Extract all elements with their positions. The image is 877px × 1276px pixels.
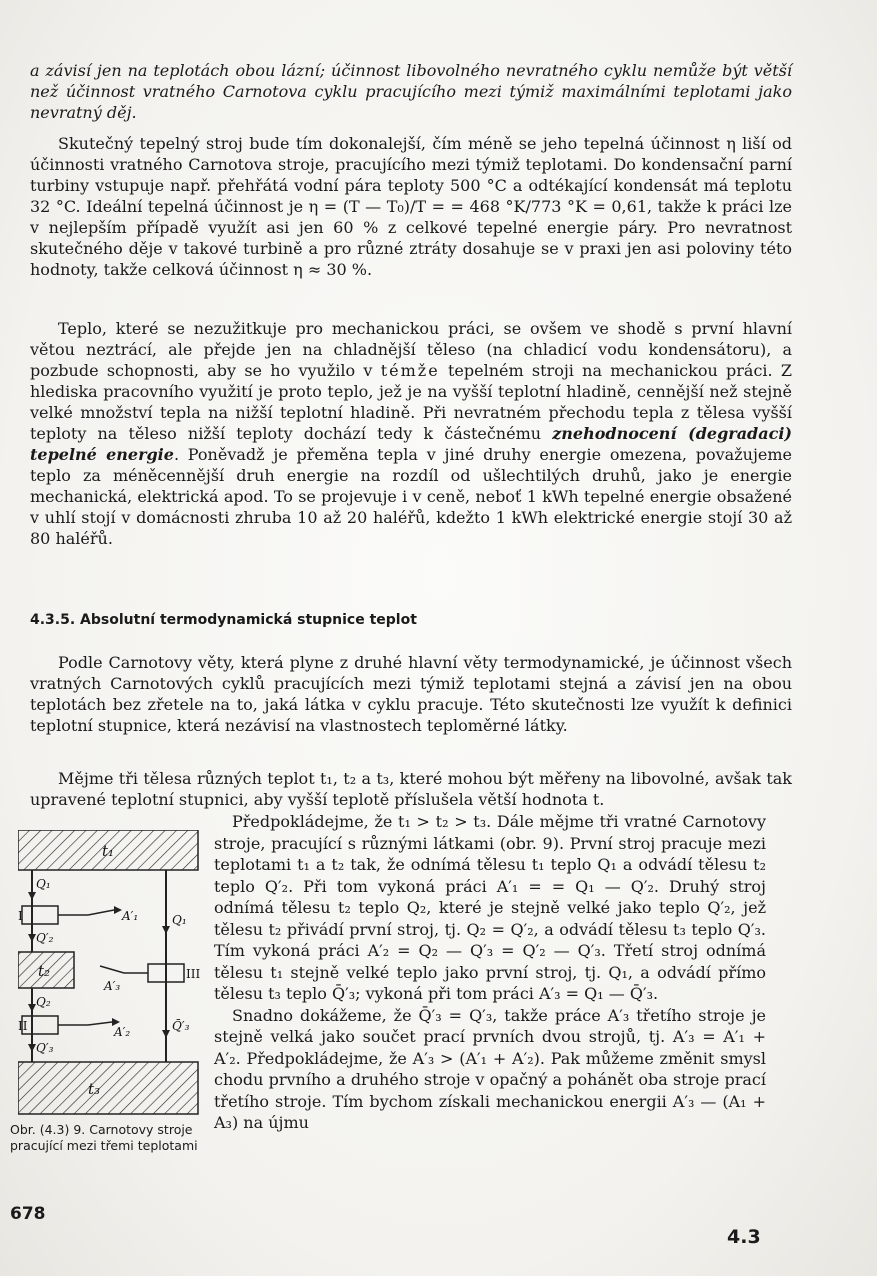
label-Q2prime: Q′₂: [36, 931, 54, 945]
label-Q3bar: Q̄′₃: [172, 1019, 190, 1033]
engine-I: [22, 906, 58, 924]
label-Q2: Q₂: [36, 995, 51, 1009]
label-Q1: Q₁: [36, 877, 51, 891]
label-engine-I: I: [18, 909, 23, 923]
label-Q3prime: Q′₃: [36, 1041, 54, 1055]
label-A3: A′₃: [104, 979, 121, 993]
page-number: 678: [10, 1204, 46, 1224]
label-engine-III: III: [186, 967, 200, 981]
paragraph-heat-degradation: Teplo, které se nezužitkuje pro mechanickou práci, se ovšem ve shodě s první hlavní větou neztrácí, ale přejde jen na chladnější těleso (na chladicí vodu kondensátoru), a pozbude schopnosti, aby se ho využilo v témže tepelném stroji na mechanickou práci. Z hlediska pracovního využití je proto teplo, jež je na vyšší teplotní hladině, cennější než stejně velké množství tepla na nižší teplotní hladině. Při nevratném přechodu tepla z tělesa vyšší teploty na těleso nižší teploty dochází tedy k částečnému znehodnocení (degradaci) tepelné energie. Poněvadž je přeměna tepla v jiné druhy energie omezena, považujeme teplo za méněcennější druh energie na rozdíl od ušlechtilých druhů, jako je energie mechanická, elektrická apod. To se projevuje i v ceně, neboť 1 kWh tepelné energie obsažené v uhlí stojí v domácnosti zhruba 10 až 20 haléřů, kdežto 1 kWh elektrické energie stojí 30 až 80 haléřů.: [30, 319, 793, 548]
label-Q1-right: Q₁: [172, 913, 187, 927]
reservoir-t3: [18, 1062, 198, 1114]
carnot-engines-diagram: [18, 830, 200, 1120]
figure-caption: Obr. (4.3) 9. Carnotovy stroje pracující mezi třemi teplotami: [10, 1122, 198, 1153]
label-t1: t₁: [102, 842, 115, 860]
right-column-text: Předpokládejme, že t₁ > t₂ > t₃. Dále mějme tři vratné Carnotovy stroje, pracující s různými látkami (obr. 9). První stroj pracuje mezi teplotami t₁ a t₂ tak, že odnímá tělesu t₁ teplo Q₁ a odvádí tělesu t₂ teplo Q′₂. Při tom vykoná práci A′₁ = = Q₁ — Q′₂. Druhý stroj odnímá tělesu t₂ teplo Q₂, které je stejně velké jako teplo Q′₂, jež tělesu t₂ přivádí první stroj, tj. Q₂ = Q′₂, a odvádí tělesu t₃ teplo Q′₃. Tím vykoná práci A′₂ = Q₂ — Q′₃ = Q′₂ — Q′₃. Třetí stroj odnímá tělesu t₁ stejně velké teplo jako první stroj, tj. Q₁, a odvádí přímo tělesu t₃ teplo Q̄′₃; vykoná při tom práci A′₃ = Q₁ — Q̄′₃. Snadno dokážeme, že Q̄′₃ = Q′₃, takže práce A′₃ třetího stroje je stejně velká jako součet prací prvních dvou strojů, tj. A′₃ = A′₁ + A′₂. Předpokládejme, že A′₃ > (A′₁ + A′₂). Pak můžeme změnit smysl chodu prvního a druhého stroje v opačný a pohánět oba stroje prací třetího stroje. Tím bychom získali mechanickou energii A′₃ — (A₁ + A₃) na újmu: [214, 812, 766, 1132]
paragraph-real-engine-efficiency: Skutečný tepelný stroj bude tím dokonalejší, čím méně se jeho tepelná účinnost η liší od účinnosti vratného Carnotova stroje, pracujícího mezi týmiž teplotami. Do kondensační parní turbiny vstupuje např. přehřátá vodní pára teploty 500 °C a odtékající kondensát má teplotu 32 °C. Ideální tepelná účinnost je η = (T — T₀)/T = = 468 °K/773 °K = 0,61, takže k práci lze v nejlepším případě využít asi jen 60 % z celkové tepelné energie páry. Pro nevratnost skutečného děje v takové turbině a pro různé ztráty dosahuje se v praxi jen asi poloviny této hodnoty, takže celková účinnost η ≈ 30 %.: [30, 134, 792, 279]
label-engine-II: II: [18, 1019, 28, 1033]
label-A2: A′₂: [114, 1025, 131, 1039]
paragraph-carnot-theorem-end: a závisí jen na teplotách obou lázní; účinnost libovolného nevratného cyklu nemůže být větší než účinnost vratného Carnotova cyklu pracujícího mezi týmiž maximálními teplotami jako nevratný děj.: [30, 61, 792, 122]
label-t2: t₂: [38, 962, 51, 980]
section-heading: 4.3.5. Absolutní termodynamická stupnice teplot: [30, 612, 417, 628]
label-t3: t₃: [88, 1080, 101, 1098]
chapter-marker: 4.3: [727, 1226, 761, 1248]
paragraph-carnot-theorem: Podle Carnotovy věty, která plyne z druhé hlavní věty termodynamické, je účinnost všech vratných Carnotových cyklů pracujících mezi týmiž teplotami stejná a závisí jen na obou teplotách bez zřetele na to, jaká látka v cyklu pracuje. Této skutečnosti lze využít k definici teplotní stupnice, která nezávisí na vlastnostech teploměrné látky.: [30, 653, 792, 735]
label-A1: A′₁: [122, 909, 139, 923]
paragraph-three-bodies: Mějme tři tělesa různých teplot t₁, t₂ a t₃, které mohou být měřeny na libovolné, avšak tak upravené teplotní stupnici, aby vyšší teplotě příslušela větší hodnota t.: [30, 769, 792, 809]
